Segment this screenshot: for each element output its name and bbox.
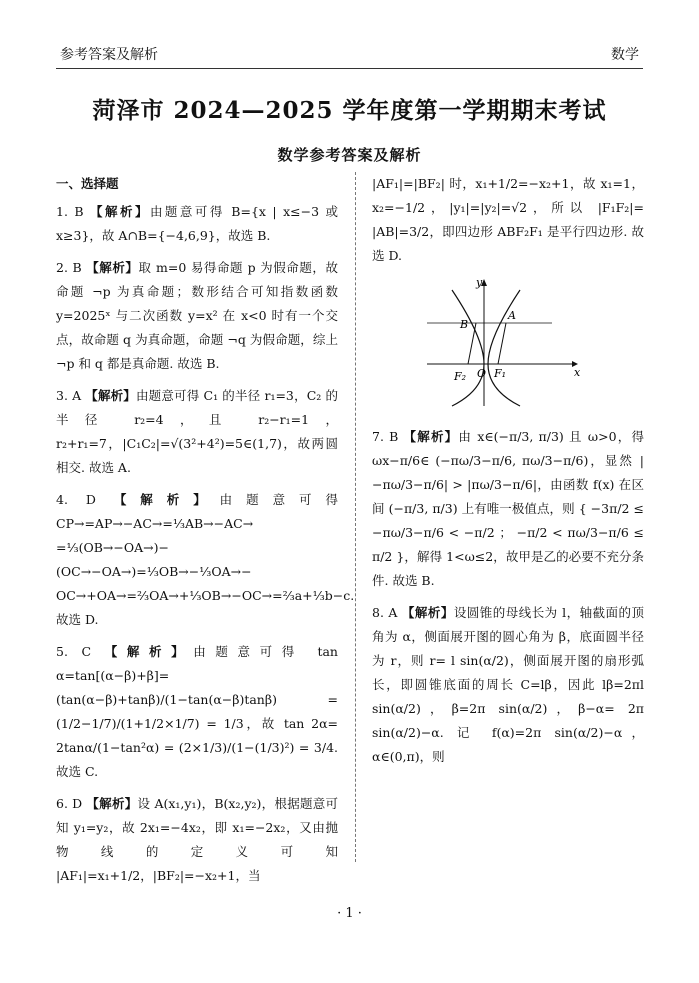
answer-item: [56, 384, 338, 480]
header-left: 参考答案及解析: [60, 47, 158, 63]
answer-item: [56, 792, 338, 888]
column-divider: [355, 172, 356, 862]
answer-item: [372, 425, 644, 593]
analysis-text: 由题意可得 tan α=tan[(α−β)+β]= (tan(α−β)+tanβ)/(1−tan(α−β)tanβ) = (1/2−1/7)/(1+1/2×1/7) = 1/3，故 tan 2α= 2tanα/(1−tan²α) = (2×1/3)/(1−(1/3)²) = 3/4. 故选 C.: [56, 644, 338, 779]
segment-f1-a: [498, 323, 506, 364]
answer-item: [56, 256, 338, 376]
left-item-list: [56, 200, 355, 888]
segment-f2-b: [468, 323, 476, 364]
answer-choice: 7. B: [372, 429, 399, 444]
x-axis-label: x: [574, 366, 581, 379]
answer-item: [372, 601, 644, 769]
graph-figure: [422, 276, 644, 419]
right-column: [372, 172, 644, 777]
page-number: · 1 ·: [337, 906, 362, 921]
answer-choice: 8. A: [372, 605, 398, 620]
analysis-label: 【解析】: [86, 260, 139, 275]
f1-label: F₁: [494, 367, 507, 380]
answer-choice: 5. C: [56, 644, 92, 659]
parabola-graph: [422, 276, 582, 411]
answer-item: [56, 488, 355, 632]
answer-choice: 4. D: [56, 492, 96, 507]
answer-choice: 3. A: [56, 388, 82, 403]
analysis-text: 由题意可得 CP→=AP→−AC→=⅓AB→−AC→ =⅓(OB→−OA→)−(OC→−OA→)=⅓OB→−⅓OA→− OC→+OA→=⅔OA→+⅓OB→−OC→=⅔a+⅓b−c. 故选 D.: [56, 492, 355, 627]
page-subtitle: 数学参考答案及解析: [277, 146, 422, 164]
analysis-label: 【解析】: [86, 796, 138, 811]
right-parabola: [488, 290, 520, 406]
answer-item: [56, 200, 338, 248]
analysis-text: 设 A(x₁,y₁)，B(x₂,y₂)，根据题意可知 y₁=y₂，故 2x₁=−4x₂，即 x₁=−2x₂，又由抛物线的定义可知 |AF₁|=x₁+1/2，|BF₂|=−x₂+1，当: [56, 796, 338, 883]
point-a-label: A: [508, 309, 516, 322]
analysis-label: 【解析】: [85, 388, 136, 403]
answer-item: [56, 640, 338, 784]
answer-choice: 2. B: [56, 260, 82, 275]
left-parabola: [452, 290, 487, 406]
right-item-list: [372, 425, 644, 769]
analysis-label: 【解析】: [104, 644, 194, 659]
analysis-label: 【解析】: [90, 204, 150, 219]
analysis-label: 【解析】: [401, 605, 454, 620]
right-continued-item: [372, 172, 644, 268]
analysis-text: 由 x∈(−π/3, π/3) 且 ω>0，得 ωx−π/6∈ (−πω/3−π/6, πω/3−π/6)，显然 |−πω/3−π/6| > |πω/3−π/6|，由函数 f(x) 在区间 (−π/3, π/3) 上有唯一极值点，则 { −3π/2 ≤ −πω/3−π/6 < −π/2 ； −π/2 < πω/3−π/6 ≤ π/2 }，解得 1<ω≤2，故甲是乙的必要不充分条件. 故选 B.: [372, 429, 644, 588]
origin-label: O: [477, 367, 487, 380]
analysis-label: 【解析】: [113, 492, 220, 507]
analysis-label: 【解析】: [403, 429, 459, 444]
header-rule: [56, 68, 643, 69]
answer-choice: 6. D: [56, 796, 83, 811]
analysis-text: 由题意可得 C₁ 的半径 r₁=3，C₂ 的半径 r₂=4，且 r₂−r₁=1，r₂+r₁=7，|C₁C₂|=√(3²+4²)=5∈(1,7)，故两圆相交. 故选 A.: [56, 388, 338, 475]
f2-label: F₂: [454, 370, 467, 383]
section-heading: 一、选择题: [56, 176, 119, 191]
analysis-text: 取 m=0 易得命题 p 为假命题，故命题 ¬p 为真命题；数形结合可知指数函数 y=2025ˣ 与二次函数 y=x² 在 x<0 时有一个交点，故命题 q 为真命题，命题 ¬q 为假命题，综上 ¬p 和 q 都是真命题. 故选 B.: [56, 260, 338, 371]
left-column: [56, 172, 355, 896]
analysis-text: 设圆锥的母线长为 l，轴截面的顶角为 α，侧面展开图的圆心角为 β，底面圆半径为 r，则 r= l sin(α/2)，侧面展开图的扇形弧长，即圆锥底面的周长 C=lβ，因此 lβ=2πl sin(α/2)，β=2π sin(α/2)，β−α= 2π sin(α/2)−α. 记 f(α)=2π sin(α/2)−α，α∈(0,π)，则: [372, 605, 644, 764]
page-title: 菏泽市 2024—2025 学年度第一学期期末考试: [92, 97, 607, 124]
header-right: 数学: [611, 47, 639, 63]
point-b-label: B: [460, 318, 469, 331]
analysis-text: |AF₁|=|BF₂| 时，x₁+1/2=−x₂+1，故 x₁=1，x₂=−1/2，|y₁|=|y₂|=√2，所以 |F₁F₂|= |AB|=3/2，即四边形 ABF₂F₁ 是平行四边形. 故选 D.: [372, 176, 644, 263]
answer-item: [372, 172, 644, 268]
y-axis-label: y: [476, 276, 483, 289]
analysis-text: 由题意可得 B={x | x≤−3 或 x≥3}，故 A∩B={−4,6,9}，故选 B.: [56, 204, 338, 243]
answer-choice: 1. B: [56, 204, 84, 219]
